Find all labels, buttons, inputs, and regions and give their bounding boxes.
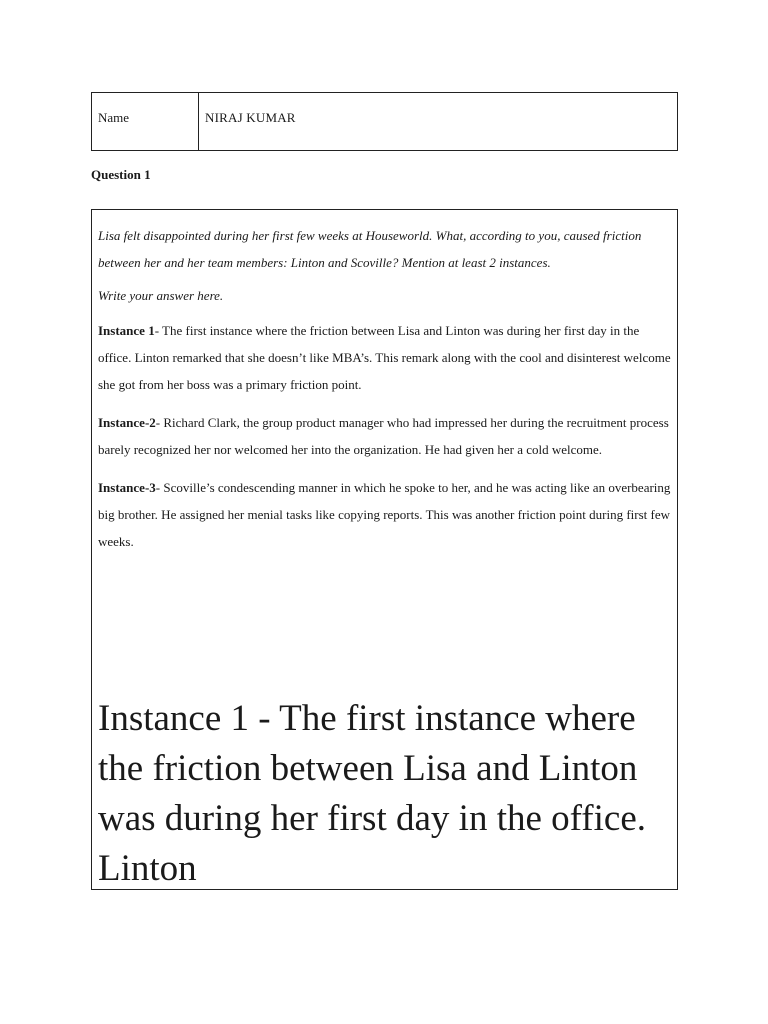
question-heading: Question 1 (91, 167, 151, 182)
large-excerpt-text: Instance 1 - The first instance where the friction between Lisa and Linton was during her first day in the office. Linton (98, 698, 646, 889)
write-here-instruction: Write your answer here. (98, 288, 224, 303)
instance-2-text: - Richard Clark, the group product manager who had impressed her during the recruitment process barely recognized her nor welcomed her into the organization. He had given her a cold welcome. (98, 415, 669, 457)
instance-1-label: Instance 1 (98, 323, 155, 338)
instance-1-text: - The first instance where the friction between Lisa and Linton was during her first day in the office. Linton remarked that she doesn’t like MBA’s. This remark along with the cool and disinterest welcome she got from her boss was a primary friction point. (98, 323, 671, 392)
question-prompt: Lisa felt disappointed during her first few weeks at Houseworld. What, according to you, caused friction between her and her team members: Linton and Scoville? Mention at least 2 instances. (98, 228, 642, 270)
instance-3-text: - Scoville’s condescending manner in which he spoke to her, and he was acting like an overbearing big brother. He assigned her menial tasks like copying reports. This was another friction point during first few weeks. (98, 480, 671, 549)
answer-box (91, 209, 678, 890)
instance-2-label: Instance-2 (98, 415, 156, 430)
name-table (91, 92, 678, 151)
instance-3-label: Instance-3 (98, 480, 156, 495)
instance-1-paragraph (98, 317, 671, 398)
instance-2-paragraph (98, 409, 671, 463)
name-value: NIRAJ KUMAR (205, 110, 296, 125)
instance-3-paragraph (98, 474, 671, 555)
name-label: Name (92, 93, 199, 150)
